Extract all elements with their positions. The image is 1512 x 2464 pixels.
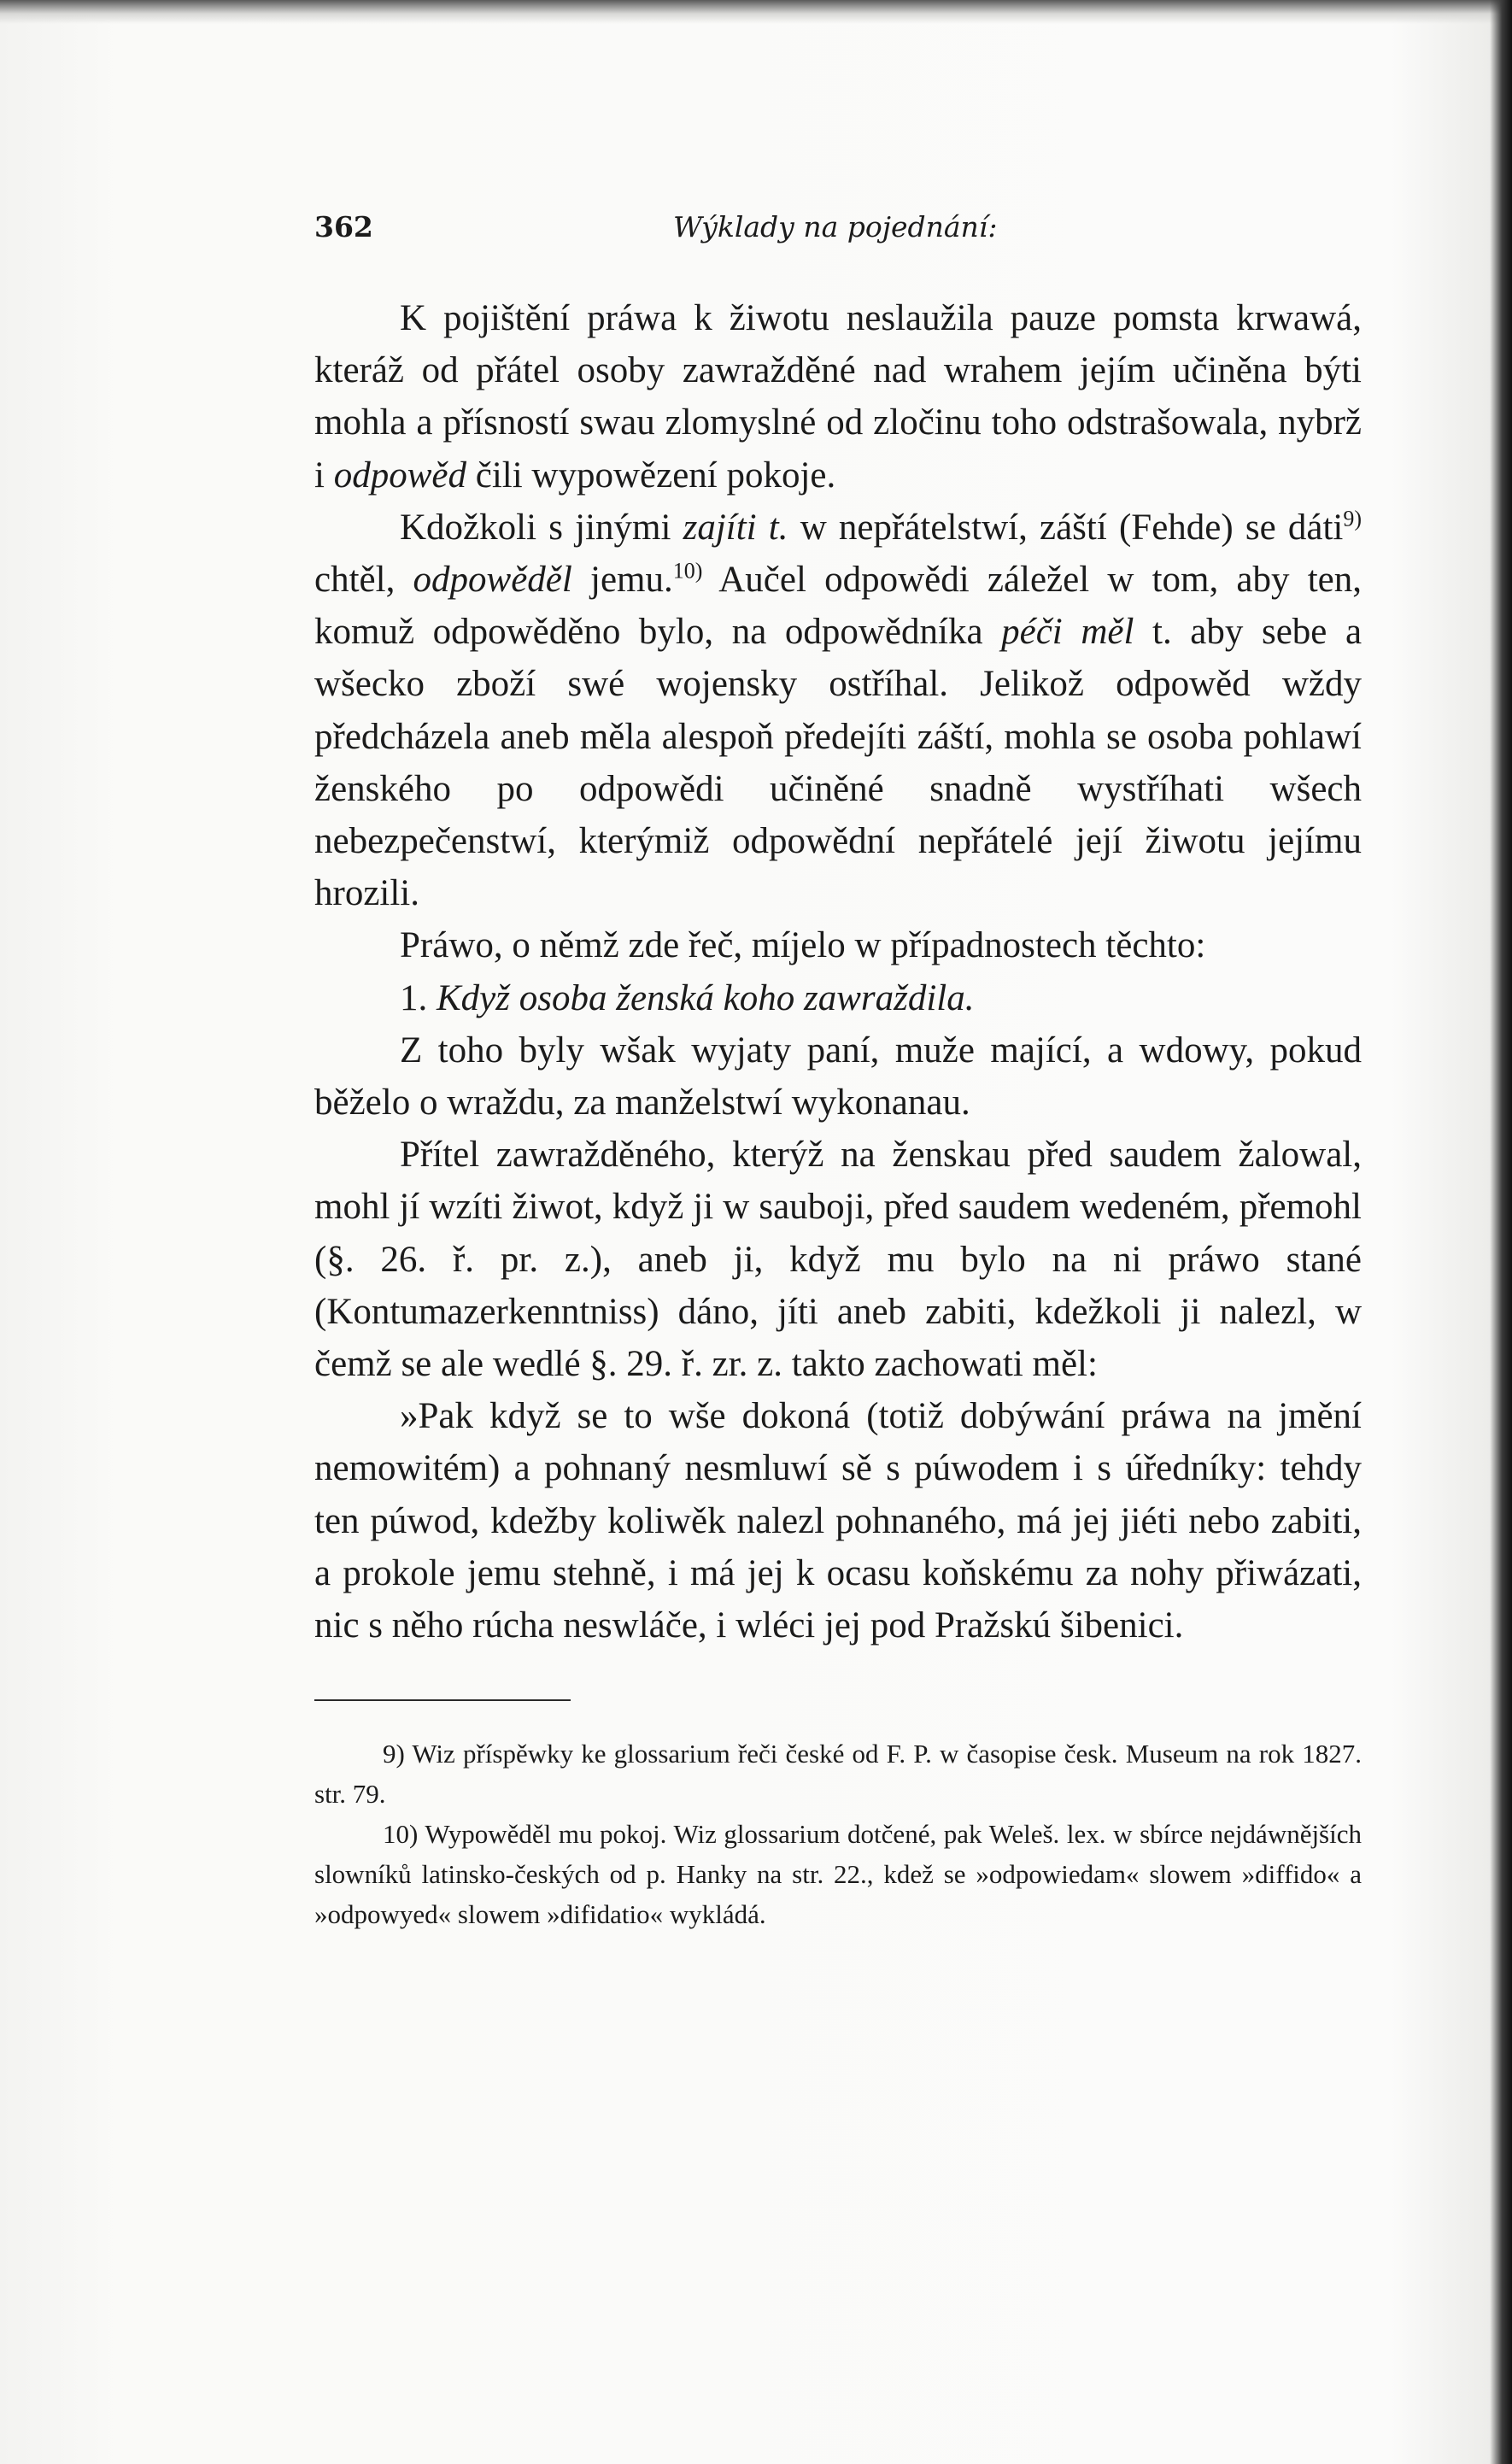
page-number: 362 bbox=[314, 210, 373, 243]
footnote-9: 9) Wiz příspěwky ke glossarium řeči české od F. P. w časopise česk. Museum na rok 1827. str. 79. bbox=[314, 1739, 1362, 1810]
paragraph-4: 1. Když osoba ženská koho zawraždila. bbox=[400, 977, 975, 1018]
paragraph-6: Přítel zawražděného, kterýž na ženskau před saudem žalowal, mohl jí wzíti žiwot, když ji w sauboji, před saudem wedeném, přemohl (§. 26. ř. pr. z.), aneb ji, když mu bylo na ni práwo stané (Kontumazerkenntniss) dáno, jíti aneb zabiti, kdežkoli ji nalezl, w čemž se ale wedlé §. 29. ř. zr. z. takto zachowati měl: bbox=[314, 1135, 1362, 1385]
emphasis-odpowedel: odpowěděl bbox=[413, 560, 572, 601]
footnote-divider bbox=[314, 1699, 571, 1701]
text-block bbox=[314, 197, 1362, 1934]
emphasis-case-1: Když osoba ženská koho zawraždila. bbox=[437, 977, 975, 1018]
paragraph-7: »Pak když se to wše dokoná (totiž dobýwání práwa na jmění nemowitém) a pohnaný nesmluwí sě s púwodem i s úředníky: tehdy ten púwod, kdežby koliwěk nalezl pohnaného, má jej jiéti nebo zabiti, a prokole jemu stehně, i má jej k ocasu koňskému za nohy přiwázati, nic s něho rúcha neswláče, i wléci jej pod Pražskú šibenici. bbox=[314, 1396, 1362, 1646]
scan-top-edge bbox=[0, 0, 1512, 24]
scan-right-edge bbox=[1490, 0, 1512, 2464]
footnote-ref-10: 10) bbox=[672, 558, 703, 584]
footnote-10: 10) Wypowěděl mu pokoj. Wiz glossarium dotčené, pak Weleš. lex. w sbírce nejdáwnějších slowníků latinsko-českých od p. Hanky na str. 22., kdež se »odpowiedam« slowem »diffido« a »odpowyed« slowem »difidatio« wykládá. bbox=[314, 1819, 1362, 1930]
running-title: Wýklady na pojednání: bbox=[673, 210, 998, 243]
emphasis-odpowed: odpowěd bbox=[333, 455, 466, 496]
page-header bbox=[314, 197, 1362, 256]
footnotes bbox=[314, 1734, 1362, 1934]
footnote-ref-9: 9) bbox=[1343, 506, 1363, 531]
body-text bbox=[314, 292, 1362, 1651]
paragraph-2: Kdožkoli s jinými zajíti t. w nepřátelstwí, záští (Fehde) se dáti$^{9)}$ chtěl, odpowěděl jemu.$^{10)}$ Aučel odpowědi záležel w tom, aby ten, komuž odpowěděno bylo, na odpowědníka péči měl t. aby sebe a wšecko zboží swé wojensky ostříhal. Jelikož odpowěd wždy předcházela aneb měla alespoň předejíti záští, mohla se osoba pohlawí ženského po odpowědi učiněné snadně wystříhati wšech nebezpečenstwí, kterýmiž odpowědní nepřátelé její žiwotu jejímu hrozili. bbox=[314, 506, 1363, 914]
emphasis-zajiti: zajíti t. bbox=[683, 507, 788, 548]
paragraph-5: Z toho byly wšak wyjaty paní, muže mající, a wdowy, pokud běželo o wraždu, za manželstwí wykonanau. bbox=[314, 1030, 1362, 1123]
paragraph-1: K pojištění práwa k žiwotu neslaužila pauze pomsta krwawá, kteráž od přátel osoby zawražděné nad wrahem jejím učiněna býti mohla a přísností swau zlomyslné od zločinu toho odstrašowala, nybrž i odpowěd čili wypowězení pokoje. bbox=[314, 298, 1362, 496]
emphasis-peci-mel: péči měl bbox=[1001, 612, 1134, 653]
paragraph-3: Práwo, o němž zde řeč, míjelo w případnostech těchto: bbox=[400, 925, 1206, 966]
